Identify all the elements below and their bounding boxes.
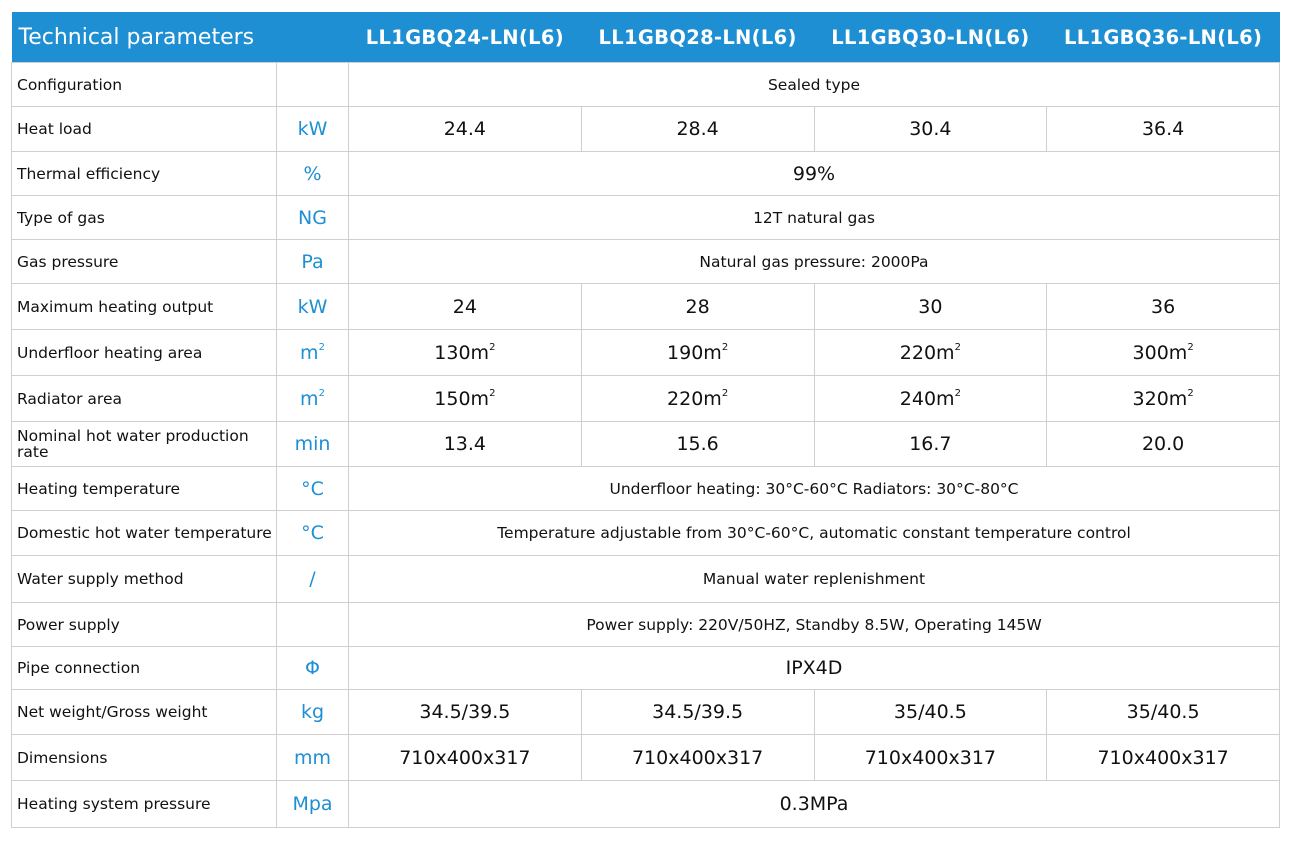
row-underfloor-heating-area [12,330,1280,376]
row-power-supply [12,603,1280,647]
param-label: Type of gas [12,196,277,240]
value-cell: 34.5/39.5 [581,690,814,735]
table-title: Technical parameters [12,12,349,63]
model-header-1: LL1GBQ24-LN(L6) [349,12,582,63]
value-cell: 28 [581,284,814,330]
value-cell: Sealed type [349,63,1280,107]
unit-cell: $m^2$ [277,376,349,422]
param-label: Water supply method [12,556,277,603]
unit-cell: mm [277,735,349,781]
unit-cell: kW [277,284,349,330]
unit-cell: NG [277,196,349,240]
value-cell: 35/40.5 [1047,690,1280,735]
param-label: Configuration [12,63,277,107]
unit-cell [277,63,349,107]
row-hot-water-production [12,422,1280,467]
unit-cell: min [277,422,349,467]
unit-cell: / [277,556,349,603]
value-cell: $220m^2$ [581,376,814,422]
unit-cell: $m^2$ [277,330,349,376]
row-configuration [12,63,1280,107]
value-cell: 710x400x317 [349,735,582,781]
header-row [12,12,1280,63]
value-cell: 35/40.5 [814,690,1047,735]
param-label: Net weight/Gross weight [12,690,277,735]
param-label: Power supply [12,603,277,647]
param-label: Dimensions [12,735,277,781]
value-cell: 30.4 [814,107,1047,152]
value-cell: 36.4 [1047,107,1280,152]
value-cell: 13.4 [349,422,582,467]
param-label: Heat load [12,107,277,152]
row-heating-system-pressure [12,781,1280,828]
param-label: Pipe connection [12,647,277,690]
value-cell: $150m^2$ [349,376,582,422]
row-net-gross-weight [12,690,1280,735]
param-label: Heating system pressure [12,781,277,828]
value-cell: $300m^2$ [1047,330,1280,376]
param-label: Radiator area [12,376,277,422]
unit-cell: Pa [277,240,349,284]
row-dimensions [12,735,1280,781]
value-cell: 24.4 [349,107,582,152]
value-cell: $130m^2$ [349,330,582,376]
value-cell: Temperature adjustable from 30°C-60°C, automatic constant temperature control [349,511,1280,556]
param-label: Domestic hot water temperature [12,511,277,556]
row-gas-pressure [12,240,1280,284]
value-cell: $220m^2$ [814,330,1047,376]
model-header-3: LL1GBQ30-LN(L6) [814,12,1047,63]
value-cell: 710x400x317 [814,735,1047,781]
technical-parameters-table [11,12,1280,828]
value-cell: 16.7 [814,422,1047,467]
value-cell: 30 [814,284,1047,330]
value-cell: 34.5/39.5 [349,690,582,735]
row-thermal-efficiency [12,152,1280,196]
spec-sheet [11,12,1279,828]
value-cell: Manual water replenishment [349,556,1280,603]
value-cell: $320m^2$ [1047,376,1280,422]
param-label: Thermal efficiency [12,152,277,196]
param-label: Heating temperature [12,467,277,511]
param-label: Nominal hot water production rate [12,422,277,467]
value-cell: Natural gas pressure: 2000Pa [349,240,1280,284]
row-heating-temperature [12,467,1280,511]
row-pipe-connection [12,647,1280,690]
value-cell: 710x400x317 [581,735,814,781]
row-heat-load [12,107,1280,152]
value-cell: Power supply: 220V/50HZ, Standby 8.5W, Operating 145W [349,603,1280,647]
value-cell: 24 [349,284,582,330]
value-cell: 20.0 [1047,422,1280,467]
row-radiator-area [12,376,1280,422]
model-header-4: LL1GBQ36-LN(L6) [1047,12,1280,63]
unit-cell: kg [277,690,349,735]
param-label: Maximum heating output [12,284,277,330]
value-cell: $240m^2$ [814,376,1047,422]
value-cell: 36 [1047,284,1280,330]
value-cell: $190m^2$ [581,330,814,376]
unit-cell: Φ [277,647,349,690]
unit-cell: % [277,152,349,196]
value-cell: 710x400x317 [1047,735,1280,781]
row-max-heating-output [12,284,1280,330]
param-label: Gas pressure [12,240,277,284]
value-cell: 99% [349,152,1280,196]
param-label: Underfloor heating area [12,330,277,376]
model-header-2: LL1GBQ28-LN(L6) [581,12,814,63]
value-cell: 15.6 [581,422,814,467]
row-type-of-gas [12,196,1280,240]
unit-cell: kW [277,107,349,152]
row-domestic-hot-water-temperature [12,511,1280,556]
unit-cell: Mpa [277,781,349,828]
value-cell: 28.4 [581,107,814,152]
unit-cell [277,603,349,647]
unit-cell: °C [277,511,349,556]
value-cell: 12T natural gas [349,196,1280,240]
value-cell: IPX4D [349,647,1280,690]
value-cell: 0.3MPa [349,781,1280,828]
value-cell: Underfloor heating: 30°C-60°C Radiators: 30°C-80°C [349,467,1280,511]
unit-cell: °C [277,467,349,511]
row-water-supply-method [12,556,1280,603]
